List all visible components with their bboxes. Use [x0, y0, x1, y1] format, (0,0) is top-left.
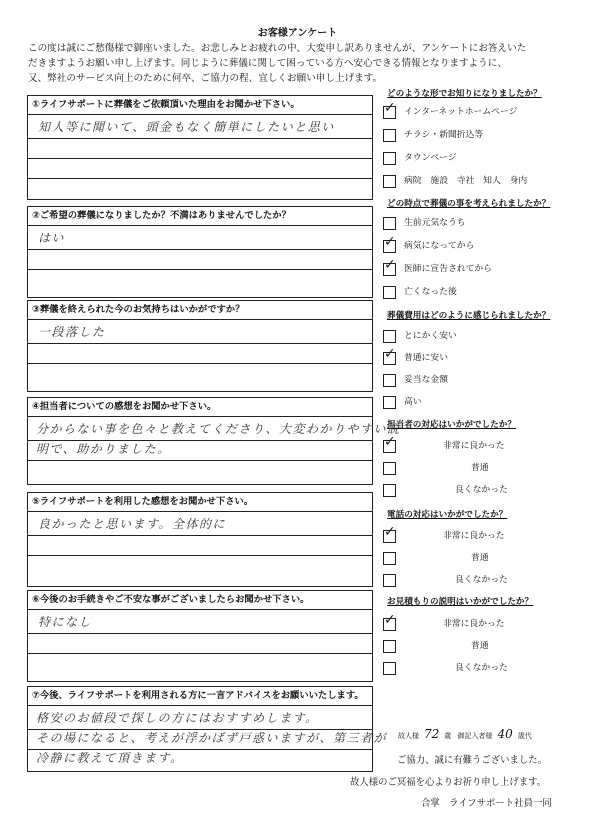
- deceased-age-unit: 歳: [444, 732, 452, 740]
- question-1-box: [27, 95, 373, 200]
- timing-option-ill[interactable]: ✓ 病気になってから: [384, 234, 475, 251]
- checkbox[interactable]: [383, 552, 396, 565]
- signature: 合掌 ライフサポート社員一同: [421, 798, 552, 809]
- question-7-answer-line[interactable]: 冷静に教えて頂きます。: [36, 751, 184, 765]
- question-7-label: ⑦今後、ライフサポートを利用される方に一言アドバイスをお願いいたします。: [28, 687, 372, 706]
- timing-option-healthy[interactable]: 生前元気なうち: [383, 217, 573, 233]
- cost-option-cheap[interactable]: ✓ 普通に安い: [384, 346, 448, 363]
- estimate-option-not-good[interactable]: 良くなかった: [383, 662, 573, 678]
- source-option-flyer[interactable]: チラシ・新聞折込等: [383, 129, 573, 145]
- checkbox[interactable]: [383, 462, 396, 475]
- intro-line: 又、弊社のサービス向上のために何卒、ご協力の程、宜しくお願い申し上げます。: [28, 73, 383, 84]
- phone-question-label: 電話の対応はいかがでしたか？: [387, 510, 508, 520]
- deceased-age[interactable]: 72: [424, 727, 440, 741]
- deceased-label: 故人様: [398, 732, 419, 740]
- checkbox[interactable]: [383, 374, 396, 387]
- question-4-box: [27, 397, 401, 485]
- checkmark-icon: ✓: [384, 346, 396, 362]
- phone-option-not-good[interactable]: 良くなかった: [383, 574, 573, 590]
- checkmark-icon: ✓: [384, 100, 396, 116]
- phone-option-normal[interactable]: 普通: [383, 552, 573, 568]
- question-6-label: ⑥今後のお手続きやご不安な事がございましたらお聞かせ下さい。: [28, 591, 372, 610]
- intro-line: この度は誠にご愁傷様で御座いました。お悲しみとお疲れの中、大変申し訳ありませんが、アンケートにお答えいた: [28, 43, 527, 54]
- checkmark-icon: ✓: [384, 612, 396, 628]
- question-6-box: [27, 590, 373, 682]
- checkbox[interactable]: [383, 484, 396, 497]
- question-1-label: ①ライフサポートに葬儀をご依頼頂いた理由をお聞かせ下さい。: [28, 96, 372, 115]
- question-7-answer-line[interactable]: 格安のお値段で探しの方にはおすすめします。: [36, 711, 319, 725]
- question-2-box: [27, 206, 373, 298]
- source-question-label: どのような形でお知りになりましたか？: [387, 89, 542, 99]
- question-3-answer[interactable]: 一段落した: [38, 325, 106, 339]
- question-4-answer-line[interactable]: 明で、助かりました。: [36, 442, 171, 456]
- intro-text: [28, 41, 568, 86]
- checkbox[interactable]: [383, 640, 396, 653]
- checkbox[interactable]: [383, 330, 396, 343]
- checkbox[interactable]: [383, 662, 396, 675]
- checkmark-icon: ✓: [384, 257, 396, 273]
- question-3-label: ③葬儀を終えられた今のお気持ちはいかがですか？: [28, 301, 372, 320]
- cost-option-very-cheap[interactable]: とにかく安い: [383, 330, 573, 346]
- checkbox[interactable]: [383, 152, 396, 165]
- intro-line: だきますようお願い申し上げます。同じように葬儀に関して困っている方へ安心できる情報となりますように、: [28, 58, 507, 69]
- checkbox[interactable]: [383, 217, 396, 230]
- cost-option-expensive[interactable]: 高い: [383, 396, 573, 412]
- question-5-answer[interactable]: 良かったと思います。全体的に: [38, 517, 227, 531]
- cost-question-label: 葬儀費用はどのように感じられましたか？: [387, 311, 551, 321]
- checkbox[interactable]: [383, 286, 396, 299]
- checkmark-icon: ✓: [384, 434, 396, 450]
- estimate-question-label: お見積もりの説明はいかがでしたか？: [387, 597, 534, 607]
- closing-text: 故人様のご冥福を心よりお祈り申し上げます。: [350, 777, 547, 788]
- writer-age-unit: 歳代: [517, 732, 532, 740]
- phone-option-very-good[interactable]: ✓ 非常に良かった: [384, 524, 505, 541]
- question-2-label: ②ご希望の葬儀になりましたか？不満はありませんでしたか？: [28, 207, 372, 226]
- thanks-text: ご協力、誠に有難うございました。: [397, 755, 548, 766]
- timing-option-after-death[interactable]: 亡くなった後: [383, 286, 573, 302]
- timing-option-diagnosed[interactable]: ✓ 医師に宣告されてから: [384, 257, 492, 274]
- staff-option-very-good[interactable]: ✓ 非常に良かった: [384, 434, 505, 451]
- cost-option-reasonable[interactable]: 妥当な金額: [383, 374, 573, 390]
- staff-option-not-good[interactable]: 良くなかった: [383, 484, 573, 500]
- source-option-internet[interactable]: ✓ インターネットホームページ: [384, 100, 518, 117]
- staff-option-normal[interactable]: 普通: [383, 462, 573, 478]
- checkmark-icon: ✓: [384, 234, 396, 250]
- question-3-box: [27, 300, 373, 392]
- source-option-referral[interactable]: 病院 施設 寺社 知人 身内: [383, 175, 573, 191]
- staff-question-label: 担当者の対応はいかがでしたか？: [387, 420, 516, 430]
- writer-age[interactable]: 40: [497, 727, 513, 741]
- question-4-answer-line[interactable]: 分からない事を色々と教えてくださり、大変わかりやすい説: [36, 422, 401, 436]
- estimate-option-very-good[interactable]: ✓ 非常に良かった: [384, 612, 505, 629]
- checkbox[interactable]: [383, 574, 396, 587]
- writer-label: 御記入者様: [457, 732, 493, 740]
- question-7-box: [27, 686, 388, 772]
- checkbox[interactable]: [383, 129, 396, 142]
- question-4-label: ④担当者についての感想をお聞かせ下さい。: [28, 398, 372, 417]
- deceased-info: [398, 727, 532, 741]
- checkbox[interactable]: [383, 396, 396, 409]
- question-5-label: ⑤ライフサポートを利用した感想をお聞かせ下さい。: [28, 493, 372, 512]
- checkmark-icon: ✓: [384, 524, 396, 540]
- checkbox[interactable]: [383, 175, 396, 188]
- timing-question-label: どの時点で葬儀の事を考えられましたか？: [387, 199, 551, 209]
- source-option-townpage[interactable]: タウンページ: [383, 152, 573, 168]
- question-7-answer-line[interactable]: その場になると、考えが浮かばず戸惑いますが、第三者が: [36, 731, 388, 745]
- estimate-option-normal[interactable]: 普通: [383, 640, 573, 656]
- question-6-answer[interactable]: 特になし: [38, 615, 93, 629]
- question-1-answer[interactable]: 知人等に聞いて、頭金もなく簡単にしたいと思い: [38, 120, 335, 134]
- question-5-box: [27, 492, 373, 587]
- page-title: お客様アンケート: [257, 28, 338, 39]
- question-2-answer[interactable]: はい: [38, 231, 66, 245]
